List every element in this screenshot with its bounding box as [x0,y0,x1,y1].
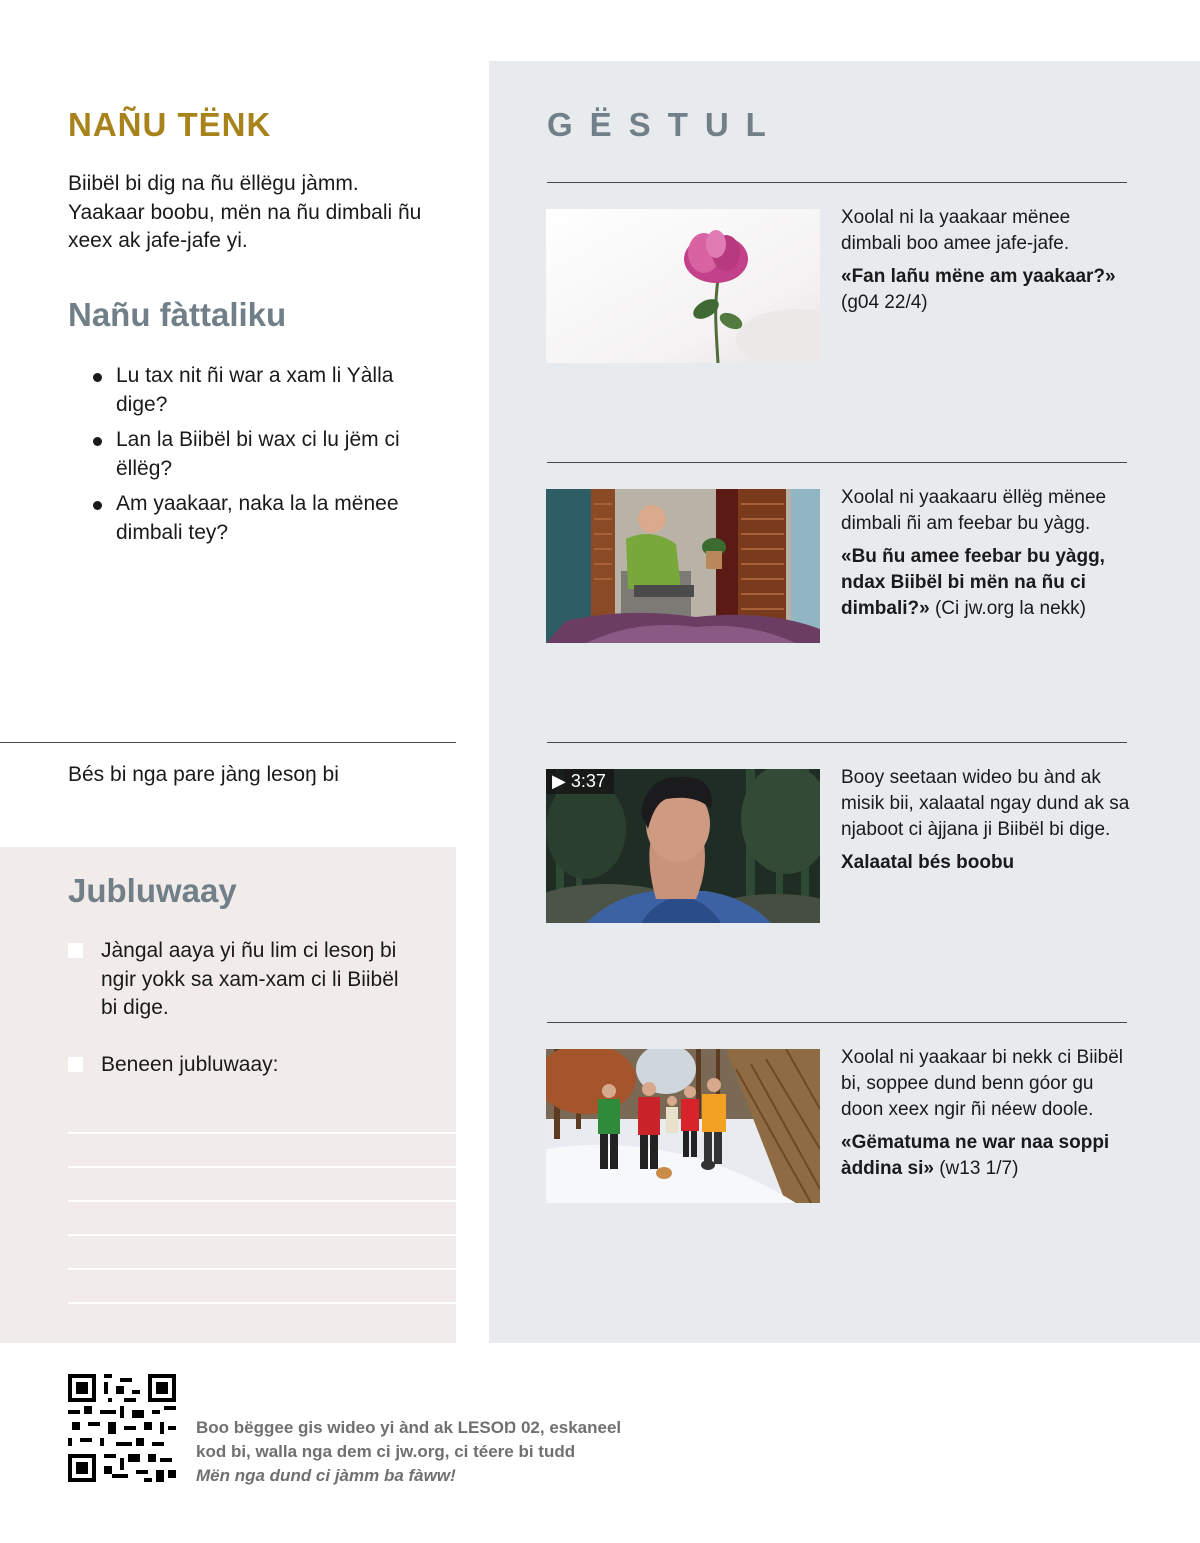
explore-item-text: Xoolal ni yaakaar bi nekk ci Biibël bi, soppee dund benn góor gu doon xeex ngir ñi néew doole. «Gëmatuma ne war naa soppi àddina si» (w13 1/7) [841,1047,1123,1179]
goal-title: Jubluwaay [68,872,237,909]
write-line[interactable] [68,1200,456,1202]
explore-item-text: Xoolal ni yaakaaru ëllëg mënee dimbali ñi am feebar bu yàgg. «Bu ñu amee feebar bu yàgg, ndax Biibël bi mën na ñu ci dimbali?» (Ci jw.org la nekk) [841,487,1107,619]
explore-item-text: Xoolal ni la yaakaar mënee dimbali boo amee jafe-jafe. «Fan lañu mëne am yaakaar?» (g04 22/4) [841,207,1116,313]
checkbox[interactable] [68,1057,83,1072]
family-walking-snow-photo[interactable] [546,1049,820,1203]
video-duration: ▶ 3:37 [546,769,614,794]
write-line[interactable] [68,1234,456,1236]
reference: (w13 1/7) [939,1158,1019,1179]
checkbox[interactable] [68,943,83,958]
article-link[interactable]: «Fan lañu mëne am yaakaar?» [841,266,1116,287]
review-title: Nañu fàttaliku [68,296,287,333]
divider [547,182,1127,183]
flower-photo[interactable] [546,209,820,363]
explore-title: GËSTUL [547,106,783,143]
write-line[interactable] [68,1166,456,1168]
qr-code[interactable] [68,1374,176,1482]
divider [547,742,1127,743]
divider [0,742,456,743]
bullet-icon [93,437,102,446]
article-link[interactable]: «Gëmatuma ne war naa soppi àddina si» [841,1132,1110,1179]
review-question: Lan la Biibël bi wax ci lu jëm ci ëllëg? [93,426,433,483]
write-line[interactable] [68,1268,456,1270]
write-line[interactable] [68,1132,456,1134]
goal-item: Beneen jubluwaay: [68,1051,418,1080]
review-question: Am yaakaar, naka la la mënee dimbali tey? [93,490,433,547]
review-questions [93,362,433,554]
bullet-icon [93,373,102,382]
footer-text: Boo bëggee gis wideo yi ànd ak LESOŊ 02, eskaneel kod bi, walla nga dem ci jw.org, ci téere bi tudd Mën nga dund ci jàmm ba fàww! [196,1418,622,1485]
goal-item: Jàngal aaya yi ñu lim ci lesoŋ bi ngir yokk sa xam-xam ci li Biibël bi dige. [68,937,418,1023]
review-question: Lu tax nit ñi war a xam li Yàlla dige? [93,362,433,419]
man-looking-up-video[interactable] [546,769,820,923]
bullet-icon [93,501,102,510]
completion-date-label: Bés bi nga pare jàng lesoŋ bi [68,763,339,786]
divider [547,1022,1127,1023]
explore-item-text: Booy seetaan wideo bu ànd ak misik bii, xalaatal ngay dund ak sa njaboot ci àjjana ji Biibël bi dige. Xalaatal bés boobu [841,767,1130,873]
summary-text: Biibël bi dig na ñu ëllëgu jàmm. Yaakaar boobu, mën na ñu dimbali ñu xeex ak jafe-jafe yi. [68,172,422,252]
book-title: Mën nga dund ci jàmm ba fàww! [196,1466,456,1485]
summary-title: NAÑU TËNK [68,106,272,143]
man-in-wheelchair-photo[interactable] [546,489,820,643]
video-link[interactable]: Xalaatal bés boobu [841,852,1015,873]
write-line[interactable] [68,1302,456,1304]
reference: (Ci jw.org la nekk) [934,598,1086,619]
reference: (g04 22/4) [841,292,928,313]
article-link[interactable]: «Bu ñu amee feebar bu yàgg, ndax Biibël bi mën na ñu ci dimbali?» [841,546,1105,619]
divider [547,462,1127,463]
